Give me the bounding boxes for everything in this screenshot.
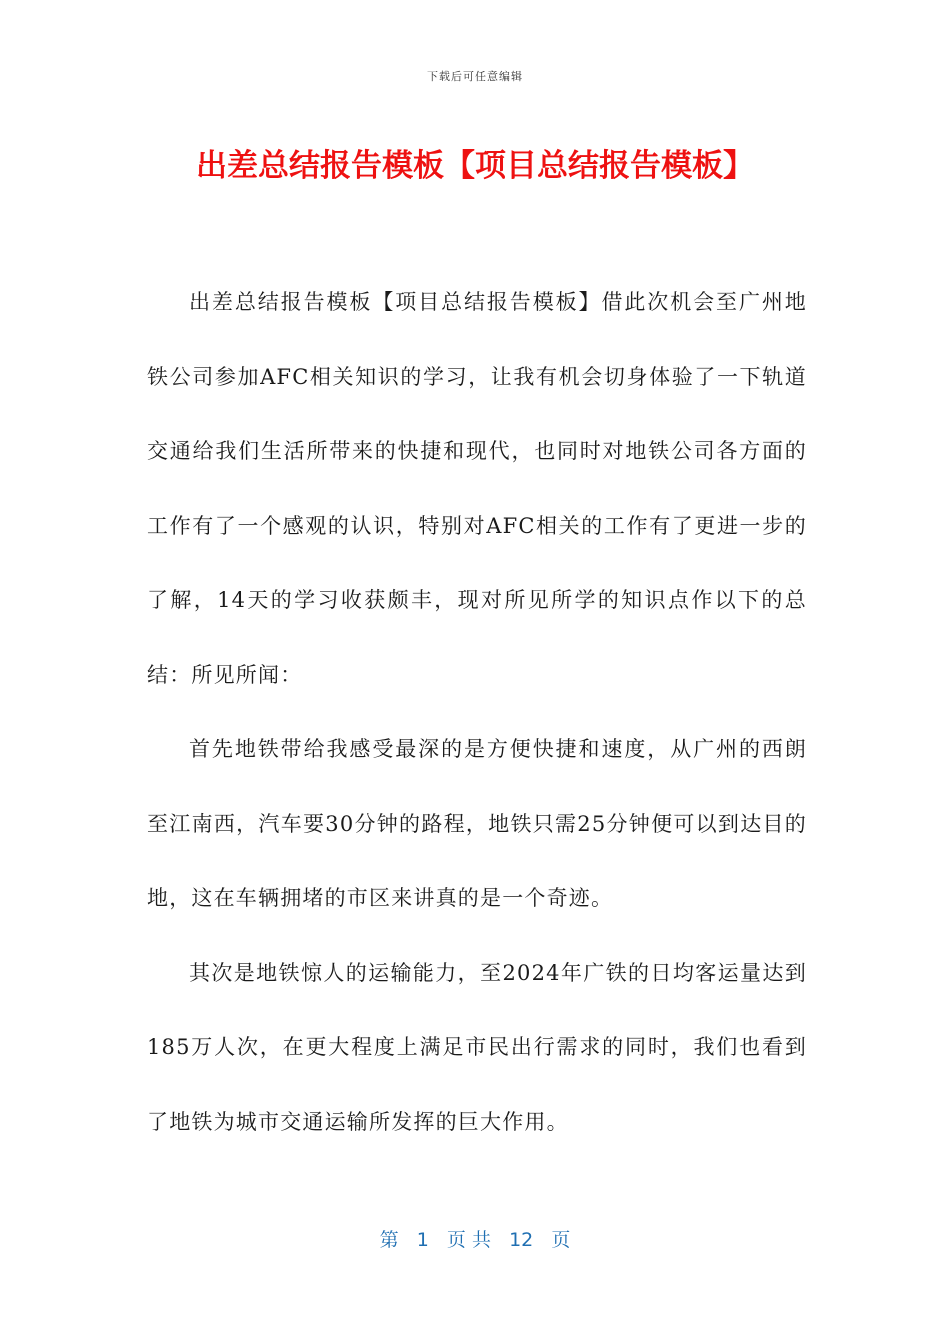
page-header-note: 下载后可任意编辑 [427,70,523,83]
paragraph-1: 出差总结报告模板【项目总结报告模板】借此次机会至广州地铁公司参加AFC相关知识的学习，让我有机会切身体验了一下轨道交通给我们生活所带来的快捷和现代，也同时对地铁公司各方面的工作有了一个感观的认识，特别对AFC相关的工作有了更进一步的了解，14天的学习收获颇丰，现对所见所学的知识点作以下的总结：所见所闻： [147,290,807,687]
paragraph-2: 首先地铁带给我感受最深的是方便快捷和速度，从广州的西朗至江南西，汽车要30分钟的路程，地铁只需25分钟便可以到达目的地，这在车辆拥堵的市区来讲真的是一个奇迹。 [147,737,807,910]
footer-suffix: 页 [551,1229,571,1251]
footer-current-page: 1 [416,1229,429,1251]
document-body [147,265,807,1159]
document-title: 出差总结报告模板【项目总结报告模板】 [196,148,754,184]
footer-middle: 页 共 [446,1229,491,1251]
page-footer [0,1225,950,1252]
paragraph-3: 其次是地铁惊人的运输能力，至2024年广铁的日均客运量达到185万人次，在更大程度上满足市民出行需求的同时，我们也看到了地铁为城市交通运输所发挥的巨大作用。 [147,960,807,1134]
footer-prefix: 第 [379,1229,399,1251]
footer-total-pages: 12 [509,1229,534,1251]
